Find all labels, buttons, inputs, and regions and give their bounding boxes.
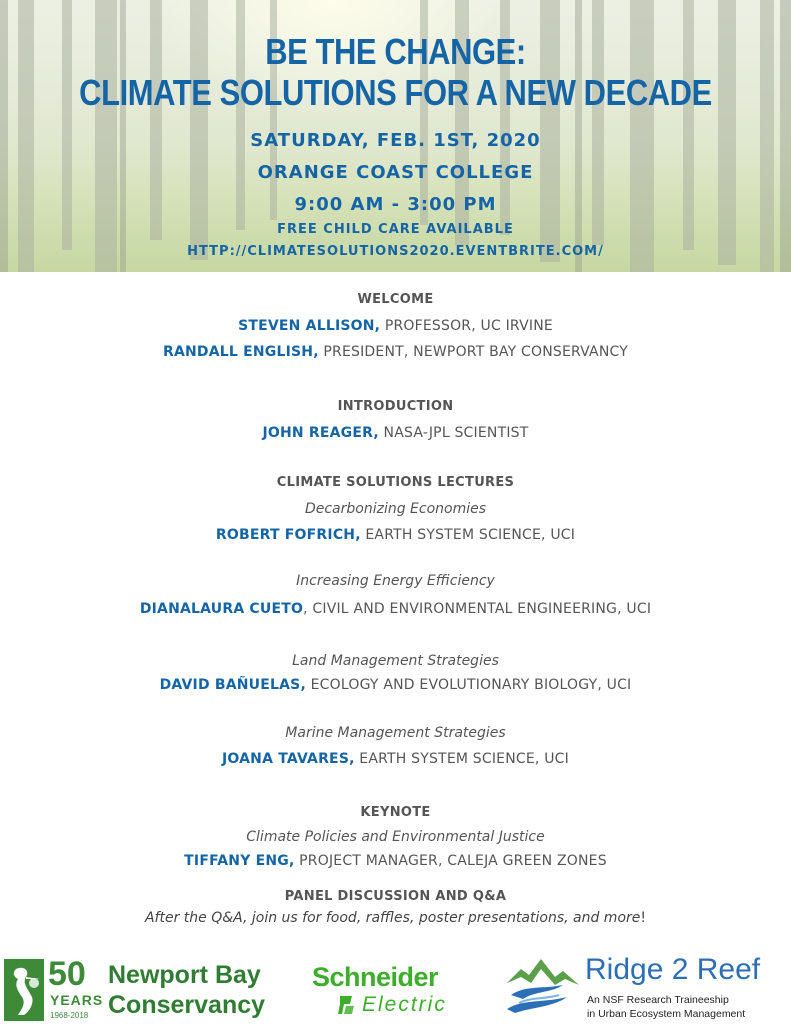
- schneider-electric-word: Electric: [362, 993, 447, 1016]
- speaker-name: DAVID BAÑUELAS,: [159, 677, 306, 693]
- event-title-line-2: CLIMATE SOLUTIONS FOR A NEW DECADE: [79, 72, 712, 113]
- closing-exclamation: !: [640, 910, 647, 926]
- speaker-name: JOANA TAVARES,: [222, 751, 355, 767]
- speaker-line: [0, 677, 791, 693]
- nbc-name-line-1: Newport Bay: [108, 961, 261, 989]
- speaker-line: [0, 318, 791, 334]
- anniversary-range: 1968-2018: [50, 1011, 89, 1020]
- speaker-line: [0, 527, 791, 543]
- heron-icon: [4, 959, 44, 1021]
- r2r-name: Ridge 2 Reef: [585, 953, 761, 986]
- speaker-line: [0, 425, 791, 441]
- speaker-name: TIFFANY ENG,: [184, 853, 295, 869]
- child-care-note: FREE CHILD CARE AVAILABLE: [277, 222, 514, 237]
- speaker-name: DIANALAURA CUETO: [139, 601, 304, 617]
- schneider-electric-logo: [312, 962, 492, 1022]
- closing-text: After the Q&A, join us for food, raffles, poster presentations, and more: [144, 910, 641, 926]
- schneider-mark-icon: [336, 994, 356, 1016]
- speaker-role: PROFESSOR, UC IRVINE: [380, 318, 553, 334]
- ridge-2-reef-logo: [505, 953, 791, 1023]
- event-title-line-1: BE THE CHANGE:: [265, 31, 526, 72]
- event-time: 9:00 AM - 3:00 PM: [294, 194, 497, 215]
- section-heading-welcome: WELCOME: [357, 292, 434, 307]
- section-heading-keynote: KEYNOTE: [360, 805, 431, 820]
- anniversary-years: YEARS: [50, 992, 104, 1008]
- event-location: ORANGE COAST COLLEGE: [257, 162, 534, 183]
- newport-bay-conservancy-logo: [4, 955, 304, 1023]
- keynote-title: Climate Policies and Environmental Justice: [246, 829, 545, 845]
- r2r-subtitle-line-1: An NSF Research Traineeship: [587, 994, 729, 1006]
- talk-title: Land Management Strategies: [292, 653, 499, 669]
- sponsor-logos: [0, 950, 791, 1024]
- nbc-name-line-2: Conservancy: [108, 991, 266, 1019]
- speaker-role: PROJECT MANAGER, CALEJA GREEN ZONES: [294, 853, 607, 869]
- header-banner: [0, 0, 791, 272]
- speaker-line: [0, 853, 791, 869]
- speaker-role: ECOLOGY AND EVOLUTIONARY BIOLOGY, UCI: [305, 677, 632, 693]
- r2r-subtitle-line-2: in Urban Ecosystem Management: [587, 1008, 746, 1020]
- speaker-role: EARTH SYSTEM SCIENCE, UCI: [354, 751, 569, 767]
- section-heading-introduction: INTRODUCTION: [337, 399, 454, 414]
- anniversary-number: 50: [48, 955, 86, 993]
- speaker-role: EARTH SYSTEM SCIENCE, UCI: [360, 527, 576, 543]
- schneider-name: Schneider: [312, 962, 439, 992]
- section-heading-lectures: CLIMATE SOLUTIONS LECTURES: [276, 475, 515, 490]
- closing-note: [0, 907, 791, 926]
- speaker-name: RANDALL ENGLISH,: [163, 344, 319, 360]
- event-date: SATURDAY, FEB. 1ST, 2020: [250, 130, 541, 151]
- speaker-role: , CIVIL AND ENVIRONMENTAL ENGINEERING, UCI: [303, 601, 652, 617]
- event-url[interactable]: HTTP://CLIMATESOLUTIONS2020.EVENTBRITE.COM/: [187, 244, 604, 259]
- speaker-name: ROBERT FOFRICH,: [215, 527, 361, 543]
- speaker-name: STEVEN ALLISON,: [238, 318, 381, 334]
- section-heading-panel: PANEL DISCUSSION AND Q&A: [284, 889, 507, 904]
- talk-title: Increasing Energy Efficiency: [296, 573, 495, 589]
- speaker-role: NASA-JPL SCIENTIST: [378, 425, 529, 441]
- speaker-role: PRESIDENT, NEWPORT BAY CONSERVANCY: [318, 344, 628, 360]
- talk-title: Marine Management Strategies: [285, 725, 506, 741]
- speaker-name: JOHN REAGER,: [262, 425, 379, 441]
- talk-title: Decarbonizing Economies: [304, 501, 487, 517]
- mountain-wave-icon: [505, 955, 581, 1017]
- speaker-line: [0, 751, 791, 767]
- speaker-line: [0, 601, 791, 617]
- speaker-line: [0, 344, 791, 360]
